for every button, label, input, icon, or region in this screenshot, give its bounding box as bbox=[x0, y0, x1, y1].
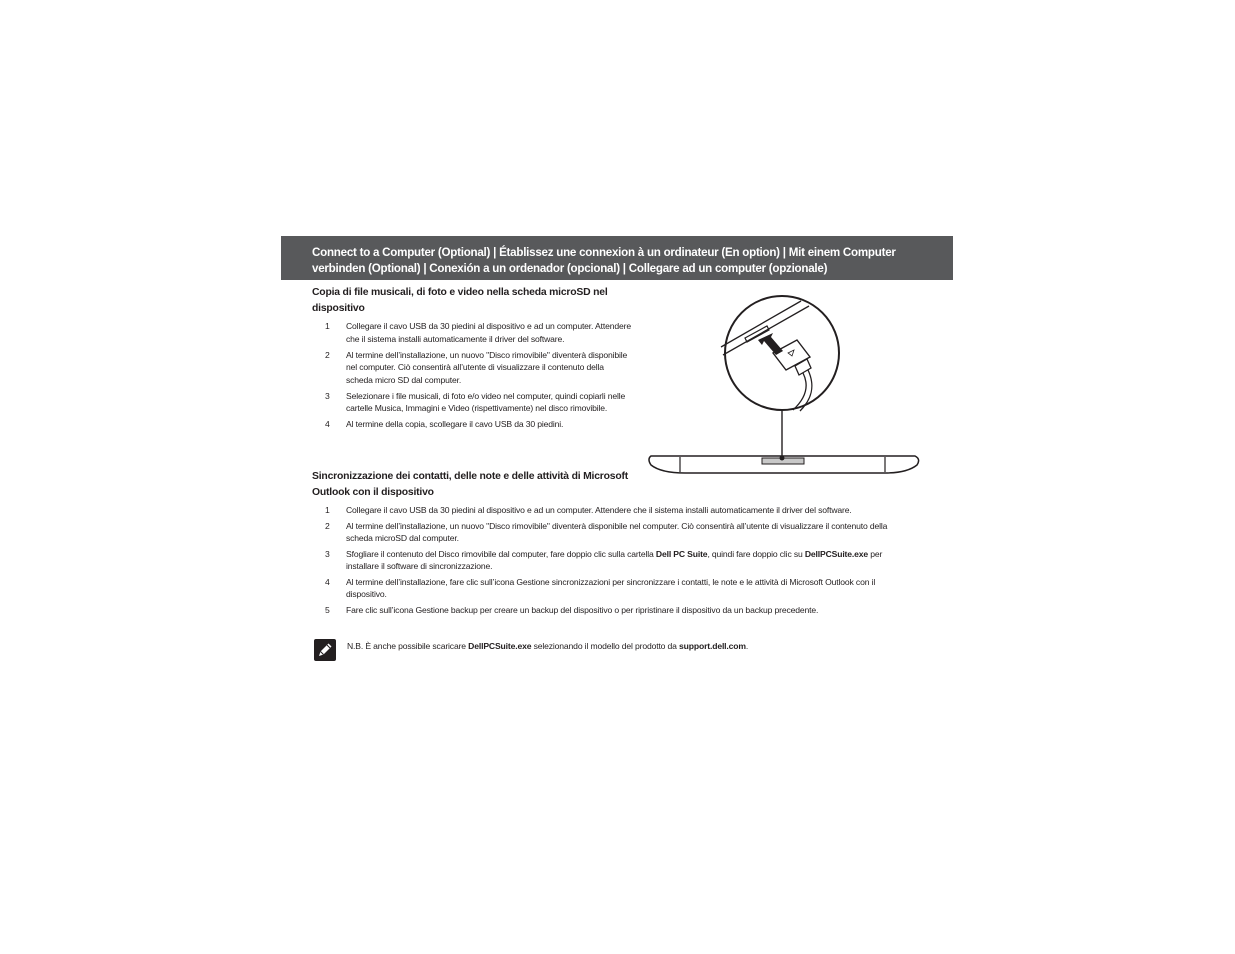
page-title: Connect to a Computer (Optional) | Établissez une connexion à un ordinateur (En option) | Mit einem Computer verbinden (Optional) | Conexión a un ordenador (opcional) | Collegare ad un computer (opzionale) bbox=[312, 246, 896, 275]
step-text: Sfogliare il contenuto del Disco rimovibile dal computer, fare doppio clic sulla cartella Dell PC Suite, quindi fare doppio clic su DellPCSuite.exe per installare il software di sincronizzazione. bbox=[346, 548, 883, 571]
list-item bbox=[312, 548, 912, 573]
header-bar bbox=[281, 236, 953, 280]
list-item bbox=[312, 390, 632, 415]
list-item bbox=[312, 504, 912, 517]
step-number: 2 bbox=[325, 520, 330, 531]
step-text: Al termine dell’installazione, un nuovo "Disco rimovibile" diventerà disponibile nel computer. Ciò consentirà all’utente di visualizzare il contenuto della scheda micro SD dal computer. bbox=[346, 349, 628, 385]
list-item bbox=[312, 320, 632, 345]
list-item bbox=[312, 349, 632, 387]
step-number: 1 bbox=[325, 321, 330, 331]
list-item bbox=[312, 520, 912, 545]
list-item bbox=[312, 576, 912, 601]
step-number: 3 bbox=[325, 390, 330, 401]
note-text: N.B. È anche possibile scaricare DellPCSuite.exe selezionando il modello del prodotto da support.dell.com. bbox=[347, 641, 749, 651]
sync-outlook-steps bbox=[312, 504, 912, 619]
step-text: Al termine dell’installazione, un nuovo "Disco rimovibile" diventerà disponibile nel computer. Ciò consentirà all’utente di visualizzare il contenuto della scheda microSD dal computer. bbox=[346, 520, 888, 543]
step-number: 3 bbox=[325, 548, 330, 559]
step-number: 1 bbox=[325, 505, 330, 515]
step-text: Fare clic sull’icona Gestione backup per creare un backup del dispositivo o per ripristinare il dispositivo da un backup precedente. bbox=[346, 604, 819, 615]
section-title-copy-files: Copia di file musicali, di foto e video nella scheda microSD nel dispositivo bbox=[312, 287, 608, 314]
filename-dellpcsuite-exe: DellPCSuite.exe bbox=[468, 641, 532, 651]
section-title-sync-outlook: Sincronizzazione dei contatti, delle note e delle attività di Microsoft Outlook con il dispositivo bbox=[312, 471, 629, 498]
note-pencil-icon bbox=[314, 639, 336, 661]
copy-files-steps bbox=[312, 320, 632, 434]
step-text: Al termine dell’installazione, fare clic sull’icona Gestione sincronizzazioni per sincronizzare i contatti, le note e le attività di Microsoft Outlook con il dispositivo. bbox=[346, 576, 876, 599]
step-text: Collegare il cavo USB da 30 piedini al dispositivo e ad un computer. Attendere che il sistema installi automaticamente il driver del software. bbox=[346, 505, 852, 515]
step-text: Selezionare i file musicali, di foto e/o video nel computer, quindi copiarli nelle cartelle Musica, Immagini e Video (rispettivamente) nel disco rimovibile. bbox=[346, 390, 626, 413]
list-item bbox=[312, 604, 912, 617]
support-link[interactable]: support.dell.com bbox=[679, 641, 746, 651]
step-text: Collegare il cavo USB da 30 piedini al dispositivo e ad un computer. Attendere che il sistema installi automaticamente il driver del software. bbox=[346, 321, 631, 344]
step-text: Al termine della copia, scollegare il cavo USB da 30 piedini. bbox=[346, 419, 564, 429]
list-item bbox=[312, 418, 632, 431]
step-number: 5 bbox=[325, 604, 330, 615]
folder-name-dell-pc-suite: Dell PC Suite bbox=[655, 548, 708, 559]
step-number: 4 bbox=[325, 419, 330, 429]
filename-dellpcsuite-exe: DellPCSuite.exe bbox=[804, 548, 869, 559]
step-number: 2 bbox=[325, 349, 330, 360]
insert-arrow-icon bbox=[758, 333, 783, 355]
device-usb-connection-illustration bbox=[645, 295, 923, 477]
step-number: 4 bbox=[325, 576, 330, 587]
note-label: N.B. bbox=[347, 641, 364, 651]
